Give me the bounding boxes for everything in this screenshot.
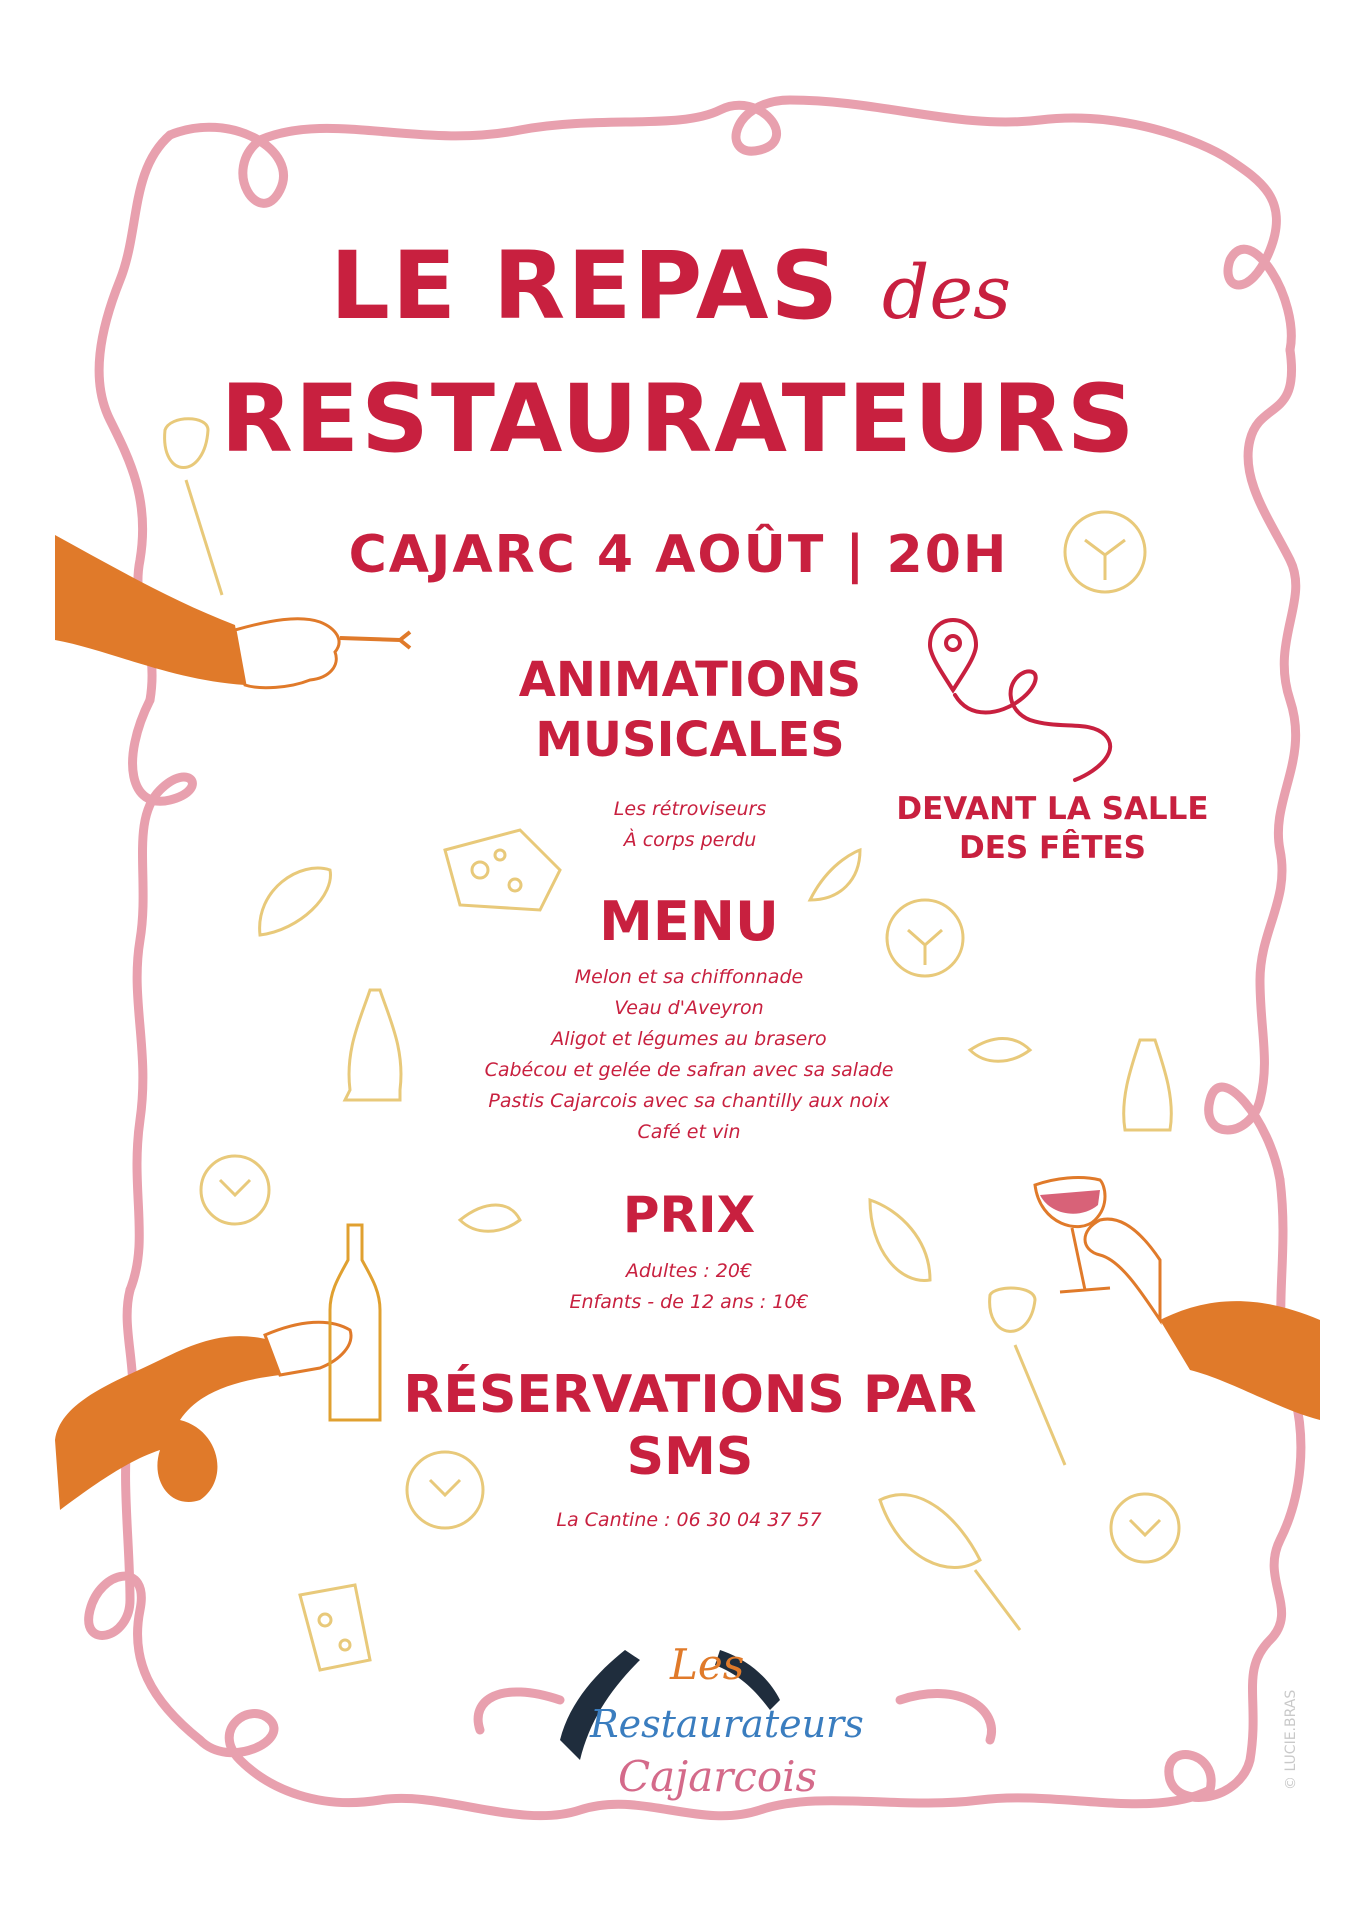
list-item: Pastis Cajarcois avec sa chantilly aux noix bbox=[488, 1090, 890, 1112]
title-line1: LE REPAS bbox=[330, 232, 841, 341]
logo-restaurateurs: Restaurateurs bbox=[590, 1702, 864, 1746]
list-item: Café et vin bbox=[637, 1121, 741, 1143]
menu-heading: MENU bbox=[599, 890, 779, 953]
reservations-heading: RÉSERVATIONS PAR SMS bbox=[403, 1365, 977, 1487]
reservations-contact: La Cantine : 06 30 04 37 57 bbox=[556, 1509, 822, 1531]
map-pin-icon bbox=[930, 620, 1110, 780]
list-item: Adultes : 20€ bbox=[625, 1260, 753, 1282]
list-item: Aligot et légumes au brasero bbox=[551, 1028, 827, 1050]
title-des: des bbox=[882, 250, 1012, 336]
title-line2: RESTAURATEURS bbox=[220, 365, 1137, 474]
illustrator-credit: © LUCIE.BRAS bbox=[1283, 1689, 1299, 1790]
animations-heading: ANIMATIONS MUSICALES bbox=[518, 652, 862, 768]
list-item: Cabécou et gelée de safran avec sa salade bbox=[484, 1059, 894, 1081]
prix-list bbox=[0, 1256, 1357, 1318]
list-item: Enfants - de 12 ans : 10€ bbox=[569, 1291, 809, 1313]
bottle-icon bbox=[330, 1225, 380, 1420]
menu-list bbox=[0, 962, 1357, 1148]
list-item: À corps perdu bbox=[623, 829, 757, 851]
arm-left-bottom bbox=[55, 1322, 351, 1510]
list-item: Veau d'Aveyron bbox=[614, 997, 764, 1019]
event-date-time: CAJARC 4 AOÛT | 20H bbox=[348, 525, 1009, 585]
prix-heading: PRIX bbox=[622, 1186, 756, 1244]
animations-list bbox=[490, 794, 890, 856]
list-item: Les rétroviseurs bbox=[613, 798, 767, 820]
logo-cajarcois: Cajarcois bbox=[618, 1752, 818, 1801]
swirl-border bbox=[89, 100, 1301, 1816]
logo-les: Les bbox=[670, 1640, 745, 1689]
list-item: Melon et sa chiffonnade bbox=[574, 966, 804, 988]
location-text: DEVANT LA SALLE DES FÊTES bbox=[896, 791, 1209, 866]
logo bbox=[550, 1620, 864, 1820]
